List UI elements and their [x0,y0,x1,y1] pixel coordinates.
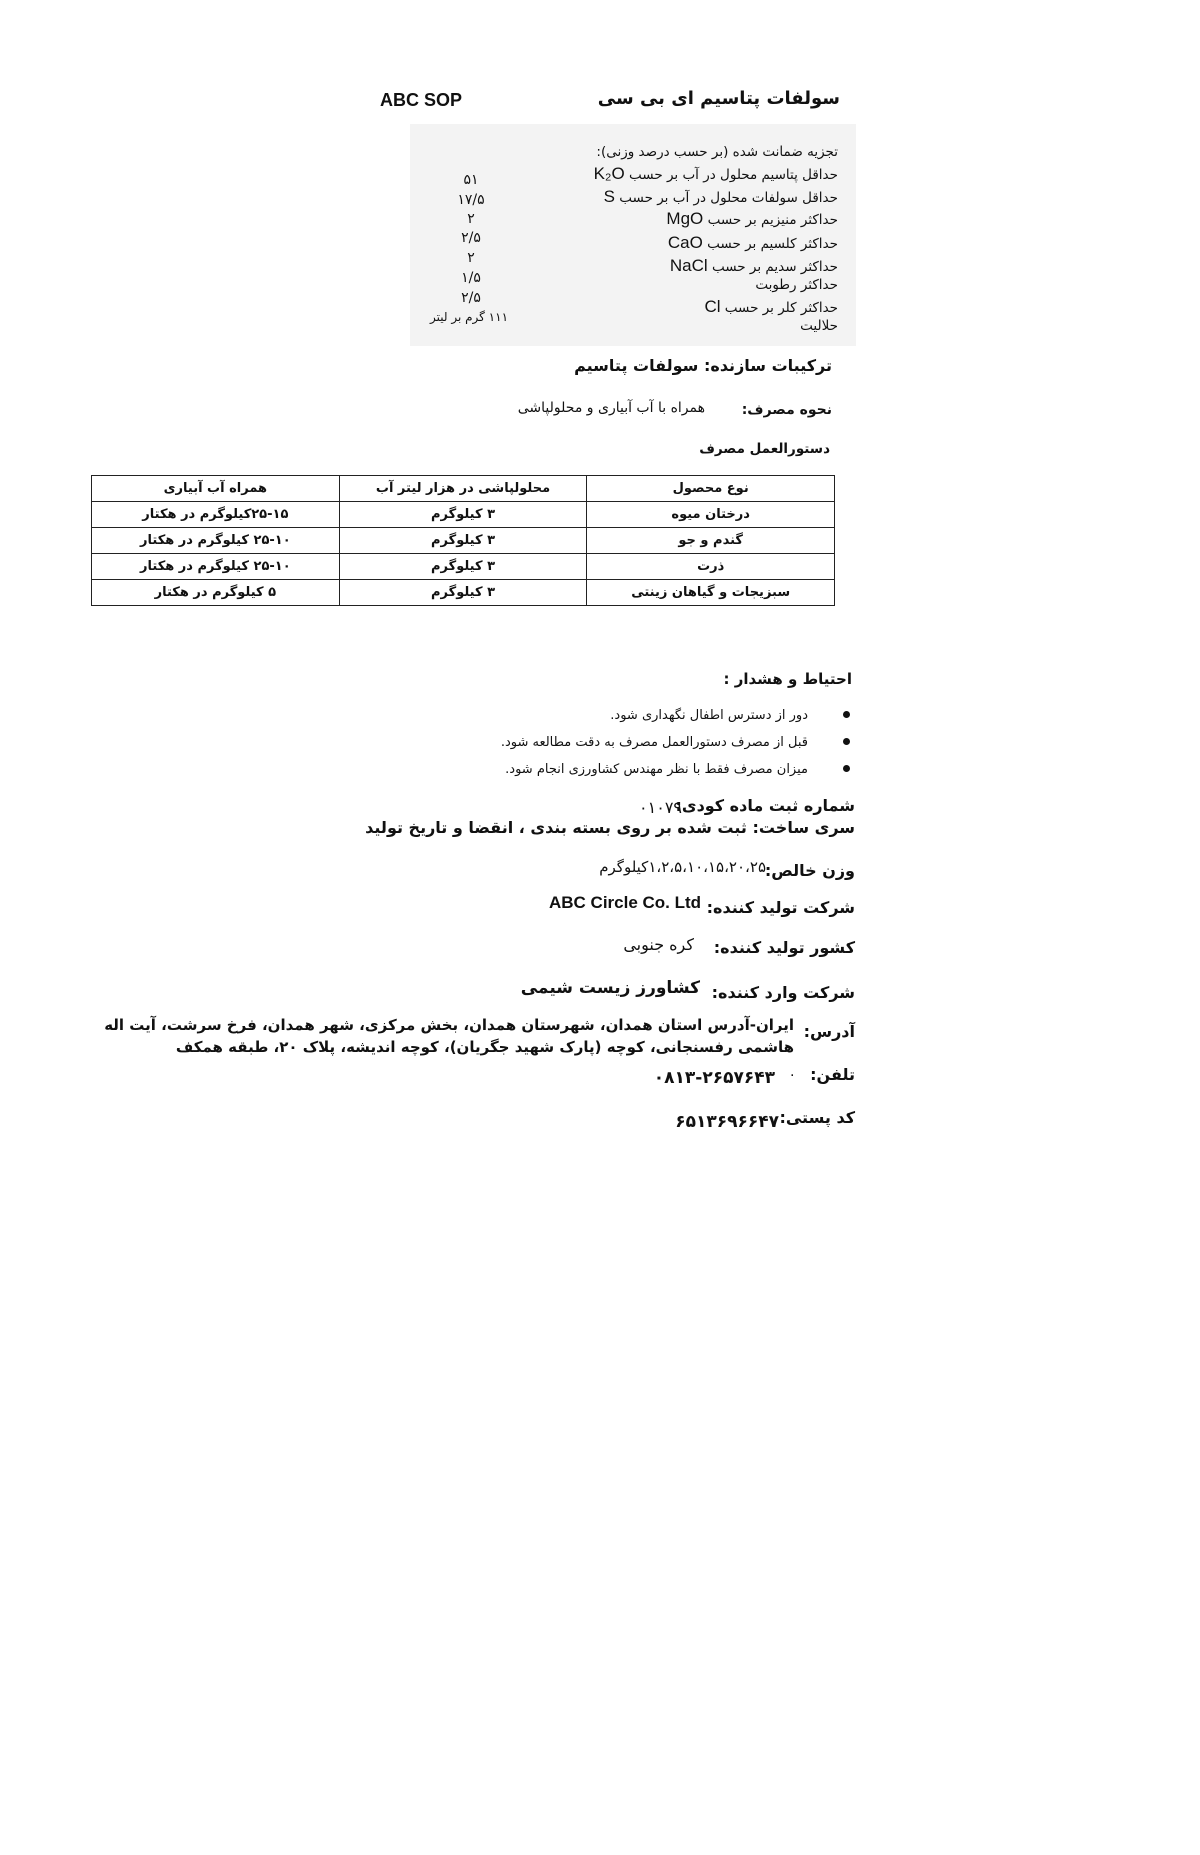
analysis-row-value: ۵۱ [463,172,479,188]
series-line: سری ساخت: ثبت شده بر روی بسته بندی ، انقضا و تاریخ تولید [365,818,855,837]
table-header-cell: محلولپاشی در هزار لیتر آب [339,476,587,502]
usage-table [91,475,835,606]
instructions-title: دستورالعمل مصرف [699,441,830,457]
phone-prefix: ۰ [788,1067,796,1083]
net-weight-value: ۱،۲،۵،۱۰،۱۵،۲۰،۲۵کیلوگرم [599,858,766,876]
table-cell: ۳ کیلوگرم [339,580,587,606]
table-cell: ذرت [587,554,835,580]
country-value: کره جنوبی [623,935,694,954]
analysis-row-label: حلالیت [800,318,838,334]
producer-value: ABC Circle Co. Ltd [549,893,702,912]
list-item: دور از دسترس اطفال نگهداری شود. [250,708,850,735]
table-cell: ۲۵-۱۰ کیلوگرم در هکتار [92,554,340,580]
table-row [92,554,835,580]
precautions-list [250,708,850,789]
table-cell: درختان میوه [587,502,835,528]
postal-code-label: کد پستی: [779,1108,855,1127]
analysis-row-label: حداکثر سدیم بر حسب NaCl [669,256,838,275]
phone-label: تلفن: [810,1065,855,1084]
analysis-row-value: ۲/۵ [461,230,481,246]
table-row [92,502,835,528]
analysis-row-value: ۱/۵ [461,270,481,286]
usage-value: همراه با آب آبیاری و محلولپاشی [517,400,705,416]
registration-label: شماره ثبت ماده کودی: [675,796,855,815]
importer-label: شرکت وارد کننده: [711,983,855,1002]
table-row [92,528,835,554]
analysis-heading: تجزیه ضمانت شده (بر حسب درصد وزنی): [596,144,838,160]
analysis-row-label: حداکثر کلر بر حسب Cl [704,297,838,316]
usage-label: نحوه مصرف: [741,402,832,418]
analysis-row-label: حداکثر رطوبت [755,277,838,293]
list-item: قبل از مصرف دستورالعمل مصرف به دقت مطالعه شود. [250,735,850,762]
analysis-row-value: ۱۱۱ گرم بر لیتر [429,310,509,324]
composition-line: ترکیبات سازنده: سولفات پتاسیم [574,356,832,375]
phone-value: ۰۸۱۳-۲۶۵۷۶۴۳ [653,1068,775,1088]
analysis-row-value: ۱۷/۵ [457,192,485,208]
bullet-icon [843,711,850,718]
product-title-fa: سولفات پتاسیم ای بی سی [597,88,840,109]
net-weight-label: وزن خالص: [764,861,855,880]
guaranteed-analysis-box [410,124,856,346]
postal-code-value: ۶۵۱۳۶۹۶۶۴۷ [675,1112,779,1132]
precautions-title: احتیاط و هشدار : [723,670,852,688]
table-cell: ۲۵-۱۰ کیلوگرم در هکتار [92,528,340,554]
analysis-row-value: ۲/۵ [461,290,481,306]
address-label: آدرس: [803,1022,855,1041]
importer-value: کشاورز زیست شیمی [520,978,700,998]
table-cell: ۳ کیلوگرم [339,502,587,528]
list-item: میزان مصرف فقط با نظر مهندس کشاورزی انجام شود. [250,762,850,789]
table-cell: گندم و جو [587,528,835,554]
analysis-row-label: حداقل پتاسیم محلول در آب بر حسب K₂O [593,164,838,183]
analysis-row-value: ۲ [467,250,475,266]
registration-value: ۰۱۰۷۹ [639,798,682,817]
product-title-en: ABC SOP [380,90,463,110]
producer-label: شرکت تولید کننده: [706,898,855,917]
table-header-cell: همراه آب آبیاری [92,476,340,502]
analysis-row-label: حداقل سولفات محلول در آب بر حسب S [603,187,838,206]
table-cell: ۳ کیلوگرم [339,528,587,554]
bullet-icon [843,738,850,745]
table-cell: ۳ کیلوگرم [339,554,587,580]
country-label: کشور تولید کننده: [713,938,855,957]
table-header-row [92,476,835,502]
analysis-row-label: حداکثر منیزیم بر حسب MgO [666,209,838,228]
analysis-row-value: ۲ [467,211,475,227]
table-row [92,580,835,606]
bullet-icon [843,765,850,772]
table-header-cell: نوع محصول [587,476,835,502]
table-cell: ۵ کیلوگرم در هکتار [92,580,340,606]
analysis-row-label: حداکثر کلسیم بر حسب CaO [667,233,838,252]
table-cell: ۲۵-۱۵کیلوگرم در هکتار [92,502,340,528]
address-value: ایران-آدرس استان همدان، شهرستان همدان، بخش مرکزی، شهر همدان، فرخ سرشت، آیت اله هاشمی رفسنجانی، کوچه (پارک شهید جگریان)، کوچه اندیشه، پلاک ۲۰، طبقه همکف [104,1016,794,1056]
table-cell: سبزیجات و گیاهان زینتی [587,580,835,606]
